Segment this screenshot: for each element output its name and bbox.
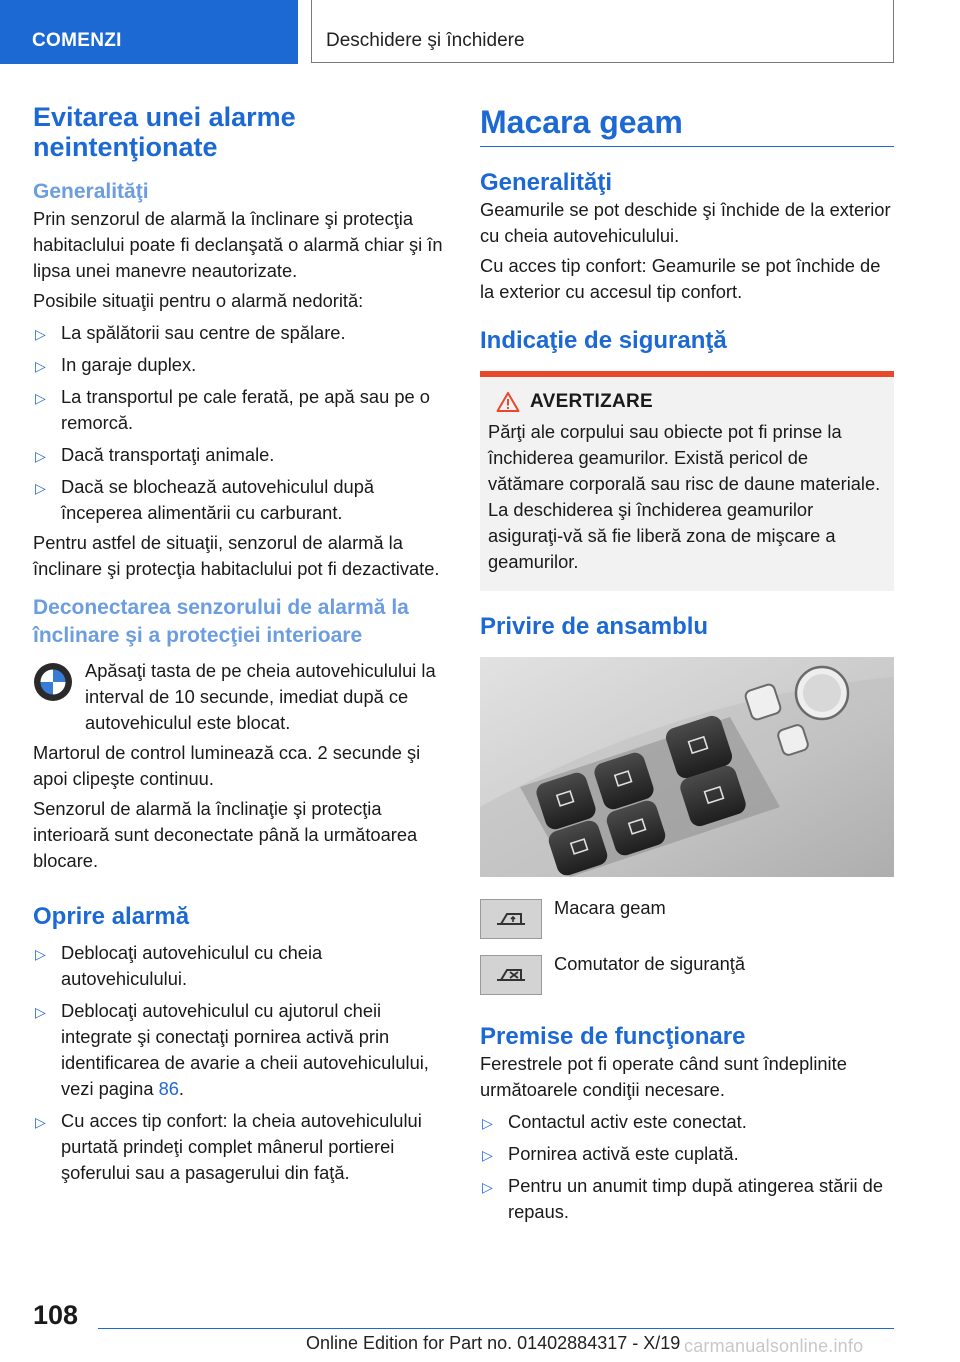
legend-label: Macara geam [554, 897, 666, 918]
warning-triangle-icon [496, 391, 520, 413]
legend-row [480, 899, 894, 939]
bullet-triangle-icon: ▷ [482, 1147, 493, 1163]
window-lifter-icon [491, 906, 531, 932]
left-column [33, 102, 445, 1186]
list-item: ▷ Dacă se blochează autovehiculul după începerea alimentării cu carburant. [35, 476, 375, 523]
right-general-text-1: Geamurile se pot deschide şi închide de la exterior cu cheia autovehiculului. [480, 199, 891, 246]
bullet-triangle-icon: ▷ [35, 390, 46, 406]
watermark: carmanualsonline.info [684, 1336, 864, 1356]
list-item: ▷ La transportul pe cale ferată, pe apă sau pe o remorcă. [35, 386, 430, 433]
situations-intro: Posibile situaţii pentru o alarmă nedorită: [33, 290, 364, 311]
prereq-text: Ferestrele pot fi operate când sunt îndeplinite următoarele condiţii necesare. [480, 1053, 847, 1100]
deactivate-text-1: Apăsaţi tasta de pe cheia autovehiculului la interval de 10 secunde, imediat după ce autovehiculul este blocat. [85, 660, 436, 733]
legend-label: Comutator de siguranţă [554, 953, 746, 974]
safety-switch-legend-icon [480, 955, 542, 995]
bullet-triangle-icon: ▷ [35, 946, 46, 962]
prereq-heading: Premise de funcţionare [480, 1023, 746, 1050]
left-general-heading: Generalităţi [33, 180, 149, 203]
situations-list [33, 320, 445, 526]
left-general-text: Prin senzorul de alarmă la înclinare şi protecţia habitaclului poate fi declanşată o alarmă chiar şi în lipsa unei manevre neautorizate. [33, 208, 443, 281]
footer-divider [98, 1328, 894, 1329]
window-lifter-title: Macara geam [480, 102, 894, 147]
right-general-heading: Generalităţi [480, 169, 613, 196]
overview-heading: Privire de ansamblu [480, 613, 709, 640]
list-item: ▷ In garaje duplex. [33, 352, 445, 378]
chapter-label: Deschidere şi închidere [326, 30, 525, 51]
right-general-text-2: Cu acces tip confort: Geamurile se pot închide de la exterior cu accesul tip confort. [480, 255, 881, 302]
bullet-triangle-icon: ▷ [35, 358, 46, 374]
bmw-key-icon [33, 662, 73, 702]
window-switch-photo [480, 657, 894, 877]
bullet-triangle-icon: ▷ [35, 448, 46, 464]
bullet-triangle-icon: ▷ [35, 326, 46, 342]
edition-text: Online Edition for Part no. 01402884317 - X/19 [306, 1333, 681, 1353]
prereq-list [480, 1109, 894, 1225]
deactivate-text-3: Senzorul de alarmă la înclinaţie şi protecţia interioară sunt deconectate până la următoarea blocare. [33, 798, 418, 871]
window-lifter-legend-icon [480, 899, 542, 939]
list-item: ▷ Deblocaţi autovehiculul cu cheia autovehiculului. [35, 942, 323, 989]
safety-heading: Indicaţie de siguranţă [480, 327, 727, 354]
bullet-triangle-icon: ▷ [482, 1115, 493, 1131]
warning-text: Părţi ale corpului sau obiecte pot fi prinse la închiderea geamurilor. Există pericol de vătămare corporală sau risc de daune materiale. La deschiderea şi închiderea geamurilor asiguraţi-vă să fie liberă zona de mişcare a geamurilor. [488, 421, 881, 572]
alarm-title: Evitarea unei alarme neintenţionate [33, 102, 296, 162]
list-item: ▷ Cu acces tip confort: la cheia autovehiculului purtată prindeţi complet mânerul portierei şoferului sau a pasagerului din faţă. [35, 1110, 422, 1183]
legend-row [480, 955, 894, 995]
warning-title: AVERTIZARE [530, 391, 653, 412]
right-column [480, 102, 894, 1225]
situations-outro: Pentru astfel de situaţii, senzorul de alarmă la înclinare şi protecţia habitaclului pot fi dezactivate. [33, 532, 440, 579]
list-item: ▷ La spălătorii sau centre de spălare. [33, 320, 445, 346]
section-tab [0, 0, 298, 64]
bullet-triangle-icon: ▷ [35, 480, 46, 496]
section-label: COMENZI [32, 30, 122, 51]
warning-box [480, 371, 894, 591]
stop-alarm-heading: Oprire alarmă [33, 903, 190, 930]
bullet-triangle-icon: ▷ [35, 1004, 46, 1020]
deactivate-text-2: Martorul de control luminează cca. 2 secunde şi apoi clipeşte continuu. [33, 742, 421, 789]
chapter-box [311, 0, 894, 63]
list-item: ▷ Pentru un anumit timp după atingerea stării de repaus. [482, 1175, 883, 1222]
safety-switch-icon [491, 962, 531, 988]
bullet-triangle-icon: ▷ [482, 1179, 493, 1195]
page-number: 108 [33, 1300, 79, 1330]
bullet-triangle-icon: ▷ [35, 1114, 46, 1130]
door-panel-illustration [480, 657, 894, 877]
list-item: ▷ Contactul activ este conectat. [480, 1109, 894, 1135]
stop-alarm-list [33, 940, 445, 1186]
key-button-paragraph [33, 658, 445, 736]
deactivate-heading: Deconectarea senzorului de alarmă la înclinare şi a protecţiei interioare [33, 596, 409, 647]
list-item: ▷ Dacă transportaţi animale. [33, 442, 445, 468]
warning-header [496, 391, 886, 413]
list-item: ▷ Deblocaţi autovehiculul cu ajutorul cheii integrate şi conectaţi pornirea activă prin identificarea de avarie a cheii autovehiculului, vezi pagina 86. [35, 1000, 429, 1099]
page-link[interactable]: 86 [158, 1078, 179, 1099]
list-item: ▷ Pornirea activă este cuplată. [480, 1141, 894, 1167]
